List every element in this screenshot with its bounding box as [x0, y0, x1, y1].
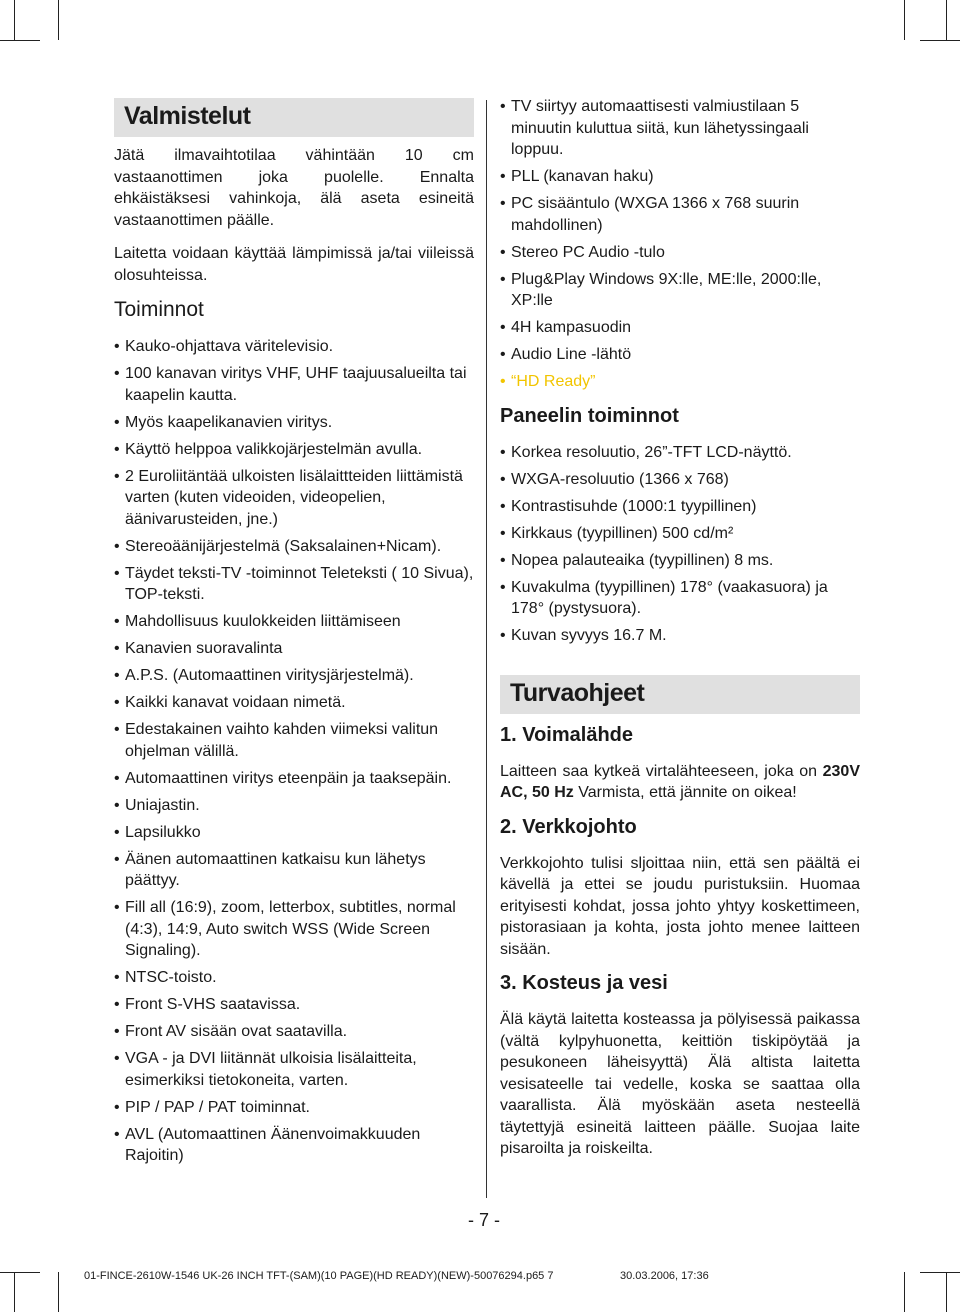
valmistelut-heading: Valmistelut — [114, 98, 474, 137]
footer-filename — [84, 1270, 554, 1282]
feature-item: • PC sisääntulo (WXGA 1366 x 768 suurin mahdollinen) — [500, 193, 860, 236]
voimalahde-heading: 1. Voimalähde — [500, 723, 634, 746]
feature-item: • VGA - ja DVI liitännät ulkoisia lisälaitteita, esimerkiksi tietokoneita, varten. — [114, 1048, 474, 1091]
voimalahde-text-a: Laitteen saa kytkeä virtalähteeseen, joka on — [500, 762, 823, 780]
feature-item: • PLL (kanavan haku) — [500, 166, 860, 188]
feature-item: • Fill all (16:9), zoom, letterbox, subtitles, normal (4:3), 14:9, Auto switch WSS (Wide Screen Signaling). — [114, 897, 474, 962]
feature-item: • Myös kaapelikanavien viritys. — [114, 412, 474, 434]
footer-date: 30.03.2006, 17:36 — [620, 1270, 709, 1282]
panel-feature-item: • Kuvakulma (tyypillinen) 178° (vaakasuora) ja 178° (pystysuora). — [500, 577, 860, 620]
valmistelut-paragraph-1: Jätä ilmavaihtotilaa vähintään 10 cm vastaanottimen joka puolelle. Ennalta ehkäistäksesi vahinkoja, älä aseta esineitä vastaanottimen päälle. — [114, 147, 474, 229]
toiminnot-heading: Toiminnot — [114, 298, 204, 321]
crop-mark — [58, 0, 59, 40]
crop-mark — [946, 0, 947, 40]
left-column — [114, 96, 474, 1172]
right-column — [500, 96, 860, 1172]
panel-feature-item: • Kontrastisuhde (1000:1 tyypillinen) — [500, 496, 860, 518]
crop-mark — [14, 1272, 15, 1312]
panel-feature-item: • Kuvan syvyys 16.7 M. — [500, 625, 860, 647]
feature-item: • PIP / PAP / PAT toiminnat. — [114, 1097, 474, 1119]
feature-item: • Front S-VHS saatavissa. — [114, 994, 474, 1016]
hd-ready-item: • “HD Ready” — [500, 371, 860, 393]
feature-item: • NTSC-toisto. — [114, 967, 474, 989]
turvaohjeet-heading: Turvaohjeet — [500, 675, 860, 714]
verkkojohto-paragraph: Verkkojohto tulisi sljoittaa niin, että sen päältä ei kävellä ja ettei se joudu puristuksiin. Huomaa erityisesti kohdat, jossa johto yhtyy koskettimeen, pistorasiaan ja kohta, josta johto menee laitteen sisään. — [500, 854, 860, 958]
kosteus-heading: 3. Kosteus ja vesi — [500, 972, 668, 994]
crop-mark — [904, 0, 905, 40]
feature-item: • A.P.S. (Automaattinen viritysjärjestelmä). — [114, 665, 474, 687]
feature-item: • Audio Line -lähtö — [500, 344, 860, 366]
feature-item: • Plug&Play Windows 9X:lle, ME:lle, 2000:lle, XP:lle — [500, 269, 860, 312]
footer-page: 7 — [547, 1270, 554, 1282]
features-list-continued — [500, 96, 860, 393]
crop-mark — [58, 1272, 59, 1312]
feature-item: • Lapsilukko — [114, 822, 474, 844]
feature-item: • AVL (Automaattinen Äänenvoimakkuuden Rajoitin) — [114, 1124, 474, 1167]
feature-item: • Automaattinen viritys eteenpäin ja taaksepäin. — [114, 768, 474, 790]
feature-item: • 4H kampasuodin — [500, 317, 860, 339]
feature-item: • 100 kanavan viritys VHF, UHF taajuusalueilta tai kaapelin kautta. — [114, 363, 474, 406]
voimalahde-paragraph — [500, 761, 860, 804]
feature-item: • Täydet teksti-TV -toiminnot Teleteksti ( 10 Sivua), TOP-teksti. — [114, 563, 474, 606]
feature-item: • 2 Euroliitäntää ulkoisten lisälaittteiden liittämistä varten (kuten videoiden, videopelien, äänivarusteiden, jne.) — [114, 466, 474, 531]
crop-mark — [0, 1272, 40, 1273]
crop-mark — [904, 1272, 905, 1312]
feature-item: • Uniajastin. — [114, 795, 474, 817]
voimalahde-voltage: 230V AC, 50 Hz — [500, 762, 860, 801]
footer-file-text: 01-FINCE-2610W-1546 UK-26 INCH TFT-(SAM)(10 PAGE)(HD READY)(NEW)-50076294.p65 — [84, 1270, 545, 1282]
panel-feature-item: • Nopea palauteaika (tyypillinen) 8 ms. — [500, 550, 860, 572]
crop-mark — [946, 1272, 947, 1312]
valmistelut-paragraph-2: Laitetta voidaan käyttää lämpimissä ja/tai viileissä olosuhteissa. — [114, 245, 474, 284]
panel-features-list — [500, 442, 860, 647]
features-list — [114, 336, 474, 1167]
feature-item: • Kauko-ohjattava väritelevisio. — [114, 336, 474, 358]
kosteus-paragraph: Älä käytä laitetta kosteassa ja pölyisessä paikassa (vältä kylpyhuonetta, keittiön tiskipöytää ja pesukoneen läheisyyttä) Älä altista laitetta vesisateelle tai vedelle, koska se saattaa olla vaarallista. Älä myöskään aseta nesteellä täytettyjä esineitä laitteen päälle. Suojaa laite pisaroilta ja roiskeilta. — [500, 1011, 860, 1157]
feature-item: • Käyttö helppoa valikkojärjestelmän avulla. — [114, 439, 474, 461]
feature-item: • Äänen automaattinen katkaisu kun lähetys päättyy. — [114, 849, 474, 892]
paneelin-toiminnot-heading: Paneelin toiminnot — [500, 404, 679, 427]
crop-mark — [920, 40, 960, 41]
crop-mark — [14, 0, 15, 40]
panel-feature-item: • Korkea resoluutio, 26”-TFT LCD-näyttö. — [500, 442, 860, 464]
panel-feature-item: • Kirkkaus (tyypillinen) 500 cd/m² — [500, 523, 860, 545]
column-divider — [486, 100, 487, 1198]
panel-feature-item: • WXGA-resoluutio (1366 x 768) — [500, 469, 860, 491]
feature-item: • Mahdollisuus kuulokkeiden liittämiseen — [114, 611, 474, 633]
feature-item: • TV siirtyy automaattisesti valmiustilaan 5 minuutin kuluttua siitä, kun lähetyssingaali loppuu. — [500, 96, 860, 161]
verkkojohto-heading: 2. Verkkojohto — [500, 815, 637, 838]
feature-item: • Stereo PC Audio -tulo — [500, 242, 860, 264]
voimalahde-text-b: Varmista, että jännite on oikea! — [573, 784, 797, 801]
feature-item: • Front AV sisään ovat saatavilla. — [114, 1021, 474, 1043]
feature-item: • Kanavien suoravalinta — [114, 638, 474, 660]
feature-item: • Kaikki kanavat voidaan nimetä. — [114, 692, 474, 714]
crop-mark — [920, 1272, 960, 1273]
feature-item: • Stereoäänijärjestelmä (Saksalainen+Nicam). — [114, 536, 474, 558]
page-number: - 7 - — [468, 1210, 501, 1230]
crop-mark — [0, 40, 40, 41]
feature-item: • Edestakainen vaihto kahden viimeksi valitun ohjelman välillä. — [114, 719, 474, 762]
